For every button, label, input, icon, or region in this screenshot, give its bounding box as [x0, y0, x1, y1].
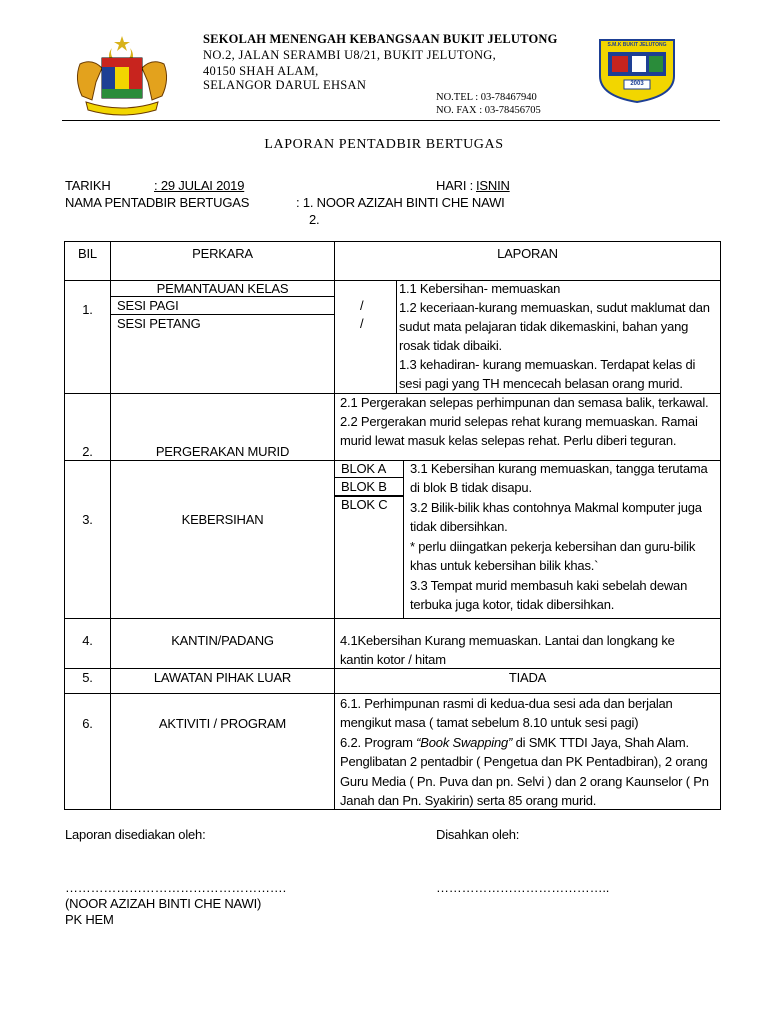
address-line-1: NO.2, JALAN SERAMBI U8/21, BUKIT JELUTONG,: [203, 48, 497, 62]
col-header-laporan: LAPORAN: [497, 246, 558, 261]
fax-number: NO. FAX : 03-78456705: [436, 105, 541, 116]
row1-line: sesi pagi yang TH mencecah belasan orang murid.: [399, 376, 683, 391]
row4-perkara: KANTIN/PADANG: [171, 633, 274, 648]
signatory-name: (NOOR AZIZAH BINTI CHE NAWI): [65, 896, 262, 911]
row3-line: 3.2 Bilik-bilik khas contohnya Makmal komputer juga: [410, 500, 702, 515]
row1-line: rosak tidak dibaiki.: [399, 338, 502, 353]
nama-2: 2.: [309, 212, 320, 227]
row6-line: Guru Media ( Pn. Puva dan pn. Selvi ) dan 2 orang Kaunselor ( Pn: [340, 774, 709, 789]
school-logo-icon: [594, 36, 680, 104]
row1-sesi-pagi-mark: /: [360, 298, 364, 313]
row6-line3-pre: 6.2. Program: [340, 735, 417, 750]
row1-sesi-petang: SESI PETANG: [117, 316, 201, 331]
row1-perkara: PEMANTAUAN KELAS: [156, 281, 289, 296]
address-line-3: SELANGOR DARUL EHSAN: [203, 78, 367, 92]
row6-line: Janah dan Pn. Syakirin) serta 85 orang murid.: [340, 793, 597, 808]
row3-blok-b: BLOK B: [341, 479, 387, 494]
header-divider: [62, 120, 720, 121]
row1-line: 1.3 kehadiran- kurang memuaskan. Terdapat kelas di: [399, 357, 696, 372]
row2-line: 2.1 Pergerakan selepas perhimpunan dan semasa balik, terkawal.: [340, 395, 709, 410]
row3-line: terbuka juga kotor, tidak dibersihkan.: [410, 597, 615, 612]
row3-line: 3.3 Tempat murid membasuh kaki sebelah dewan: [410, 578, 688, 593]
prepared-signature-line: …………………………………………….: [65, 880, 287, 895]
row6-perkara: AKTIVITI / PROGRAM: [158, 716, 287, 731]
approved-by-label: Disahkan oleh:: [436, 827, 520, 842]
school-logo-text: S.M.K BUKIT JELUTONG: [607, 42, 667, 48]
row6-line: [340, 733, 689, 753]
row4-bil: 4.: [82, 633, 93, 648]
row6-line: mengikut masa ( tamat sebelum 8.10 untuk sesi pagi): [340, 715, 639, 730]
row2-bil: 2.: [82, 444, 93, 459]
row6-line: Penglibatan 2 pentadbir ( Pengetua dan PK Pentadbiran), 2 orang: [340, 754, 708, 769]
hari-label: HARI :: [436, 178, 474, 193]
prepared-by-label: Laporan disediakan oleh:: [65, 827, 206, 842]
row1-bil: 1.: [82, 302, 93, 317]
row3-blok-a: BLOK A: [341, 461, 387, 476]
row3-perkara: KEBERSIHAN: [181, 512, 264, 527]
row3-line: tidak dibersihkan.: [410, 519, 508, 534]
row5-perkara: LAWATAN PIHAK LUAR: [153, 670, 292, 685]
row5-bil: 5.: [82, 670, 93, 685]
nama-label: NAMA PENTADBIR BERTUGAS: [65, 195, 250, 210]
school-name: SEKOLAH MENENGAH KEBANGSAAN BUKIT JELUTONG: [203, 32, 558, 46]
row3-line: 3.1 Kebersihan kurang memuaskan, tangga terutama: [410, 461, 708, 476]
row1-line: 1.1 Kebersihan- memuaskan: [399, 281, 561, 296]
malaysia-crest-icon: [72, 34, 172, 116]
row2-line: murid lewat masuk kelas selepas rehat. Perlu diberi teguran.: [340, 433, 677, 448]
row1-sesi-petang-mark: /: [360, 316, 364, 331]
row1-sesi-pagi: SESI PAGI: [117, 298, 179, 313]
hari-value: ISNIN: [476, 178, 510, 193]
row3-bil: 3.: [82, 512, 93, 527]
row3-line: * perlu diingatkan pekerja kebersihan dan guru-bilik: [410, 539, 696, 554]
row5-laporan: TIADA: [508, 670, 547, 685]
school-logo-year: 2003: [630, 81, 644, 87]
approved-signature-line: …………………………………..: [436, 880, 610, 895]
tarikh-label: TARIKH: [65, 178, 111, 193]
address-line-2: 40150 SHAH ALAM,: [203, 64, 319, 78]
row3-line: khas untuk kebersihan bilik khas.`: [410, 558, 599, 573]
row4-line: 4.1Kebersihan Kurang memuaskan. Lantai dan longkang ke: [340, 633, 675, 648]
document-title: LAPORAN PENTADBIR BERTUGAS: [264, 137, 504, 152]
row3-blok-c: BLOK C: [341, 497, 388, 512]
row4-line: kantin kotor / hitam: [340, 652, 446, 667]
row6-bil: 6.: [82, 716, 93, 731]
row1-line: sudut mata pelajaran tidak dikemaskini, bahan yang: [399, 319, 689, 334]
row1-line: 1.2 keceriaan-kurang memuaskan, sudut maklumat dan: [399, 300, 710, 315]
col-header-perkara: PERKARA: [192, 246, 253, 261]
row3-line: di blok B tidak disapu.: [410, 480, 532, 495]
col-header-bil: BIL: [78, 246, 97, 261]
row6-line: 6.1. Perhimpunan rasmi di kedua-dua sesi ada dan berjalan: [340, 696, 673, 711]
row6-line3-post: di SMK TTDI Jaya, Shah Alam.: [512, 735, 689, 750]
tel-number: NO.TEL : 03-78467940: [436, 92, 537, 103]
row6-program-name: “Book Swapping”: [416, 735, 513, 750]
nama-1: : 1. NOOR AZIZAH BINTI CHE NAWI: [296, 195, 505, 210]
tarikh-value: : 29 JULAI 2019: [154, 178, 245, 193]
row2-line: 2.2 Pergerakan murid selepas rehat kurang memuaskan. Ramai: [340, 414, 698, 429]
row2-perkara: PERGERAKAN MURID: [155, 444, 290, 459]
signatory-position: PK HEM: [65, 912, 114, 927]
